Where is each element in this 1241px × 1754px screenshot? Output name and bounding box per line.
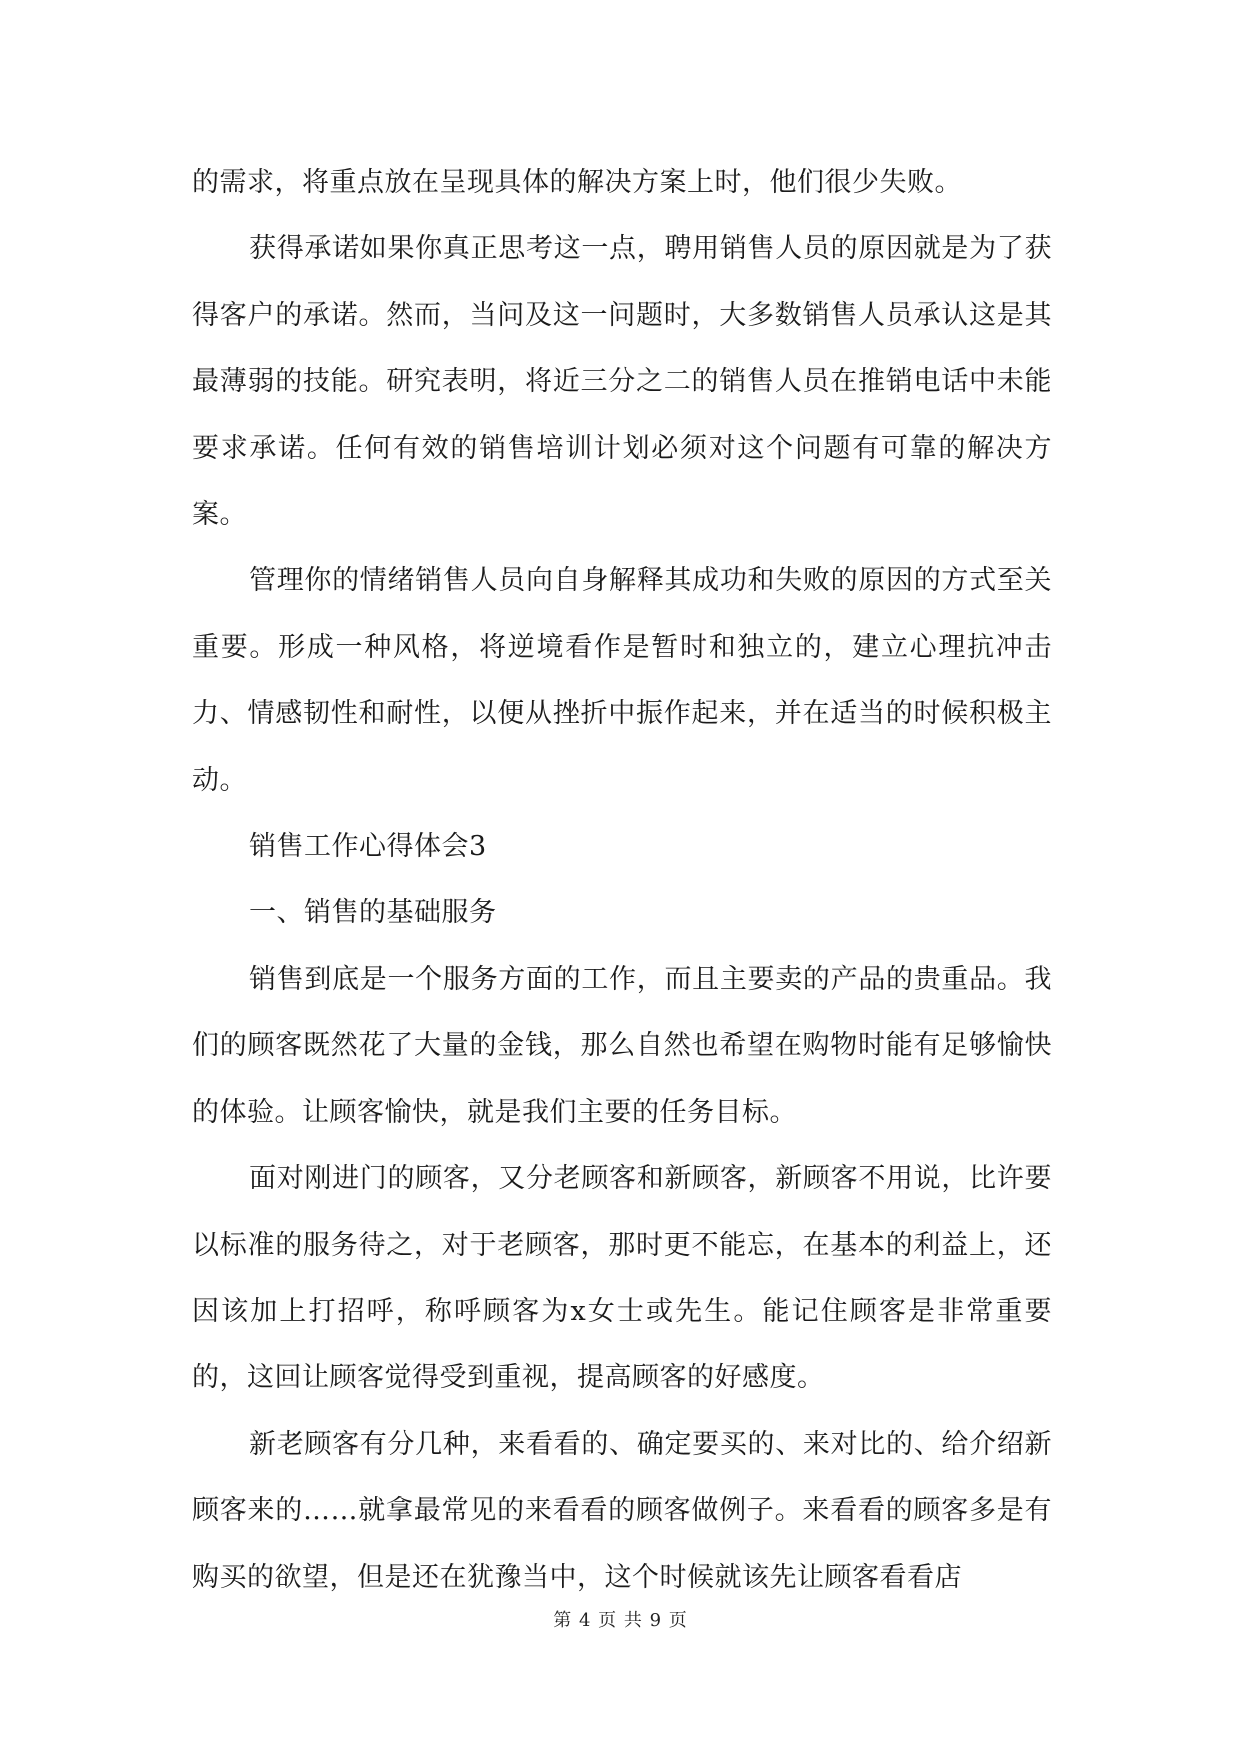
paragraph-6: 新老顾客有分几种，来看看的、确定要买的、来对比的、给介绍新顾客来的……就拿最常见的来看看的顾客做例子。来看看的顾客多是有购买的欲望，但是还在犹豫当中，这个时候就该先让顾客看看店: [192, 1428, 1052, 1593]
subsection-heading: 一、销售的基础服务: [249, 897, 497, 929]
paragraph-5: 面对刚进门的顾客，又分老顾客和新顾客，新顾客不用说，比许要以标准的服务待之，对于老顾客，那时更不能忘，在基本的利益上，还因该加上打招呼，称呼顾客为x女士或先生。能记住顾客是非常重要的，这回让顾客觉得受到重视，提高顾客的好感度。: [192, 1163, 1052, 1394]
footer-total-pages: 9: [649, 1610, 663, 1631]
footer-prefix: 第: [553, 1610, 573, 1631]
footer-middle: 页 共: [598, 1610, 643, 1631]
paragraph-4: 销售到底是一个服务方面的工作，而且主要卖的产品的贵重品。我们的顾客既然花了大量的金钱，那么自然也希望在购物时能有足够愉快的体验。让顾客愉快，就是我们主要的任务目标。: [192, 963, 1052, 1128]
footer-suffix: 页: [668, 1610, 688, 1631]
page-footer: [0, 1606, 1241, 1632]
paragraph-2: 获得承诺如果你真正思考这一点，聘用销售人员的原因就是为了获得客户的承诺。然而，当问及这一问题时，大多数销售人员承认这是其最薄弱的技能。研究表明，将近三分之二的销售人员在推销电话中未能要求承诺。任何有效的销售培训计划必须对这个问题有可靠的解决方案。: [192, 233, 1052, 531]
paragraph-1: 的需求，将重点放在呈现具体的解决方案上时，他们很少失败。: [192, 167, 962, 198]
paragraph-3: 管理你的情绪销售人员向自身解释其成功和失败的原因的方式至关重要。形成一种风格，将逆境看作是暂时和独立的，建立心理抗冲击力、情感韧性和耐性，以便从挫折中振作起来，并在适当的时候积极主动。: [192, 565, 1052, 796]
footer-current-page: 4: [578, 1610, 592, 1631]
section-title: 销售工作心得体会3: [249, 831, 487, 863]
document-body: [192, 150, 1052, 1611]
